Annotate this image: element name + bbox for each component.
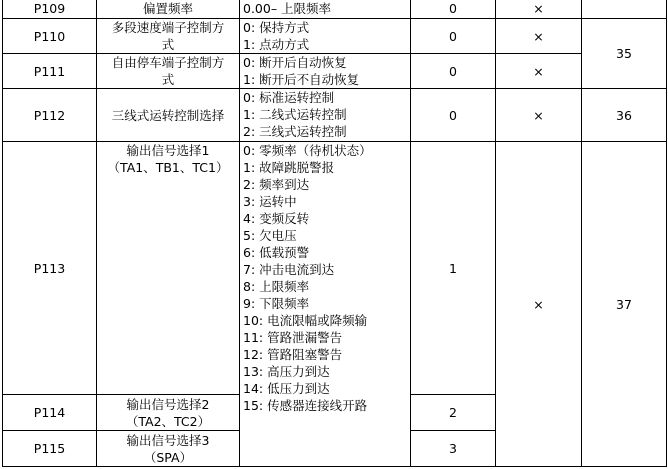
param-name: 输出信号选择2 （TA2、TC2） bbox=[97, 395, 240, 431]
option-9: 9: 下限频率 bbox=[243, 296, 310, 311]
param-name: 自由停车端子控制方 式 bbox=[97, 54, 240, 89]
option-12: 12: 管路阻塞警告 bbox=[243, 347, 343, 362]
option-2: 2: 频率到达 bbox=[243, 177, 310, 192]
param-default: 1 bbox=[411, 142, 496, 395]
param-page: 37 bbox=[582, 142, 667, 467]
option-1: 1: 故障跳脱警报 bbox=[243, 160, 335, 175]
param-code: P114 bbox=[3, 395, 97, 431]
param-modify-flag: × bbox=[496, 19, 582, 54]
param-options: 0: 保持方式 1: 点动方式 bbox=[240, 19, 411, 54]
param-options: 0: 标准运转控制 1: 二线式运转控制 2: 三线式运转控制 bbox=[240, 89, 411, 142]
option-4: 4: 变频反转 bbox=[243, 211, 310, 226]
param-code: P109 bbox=[3, 0, 97, 19]
parameter-table bbox=[2, 0, 667, 467]
table-row bbox=[3, 89, 667, 142]
param-modify-flag: × bbox=[496, 89, 582, 142]
option-11: 11: 管路泄漏警告 bbox=[243, 330, 343, 345]
param-default: 0 bbox=[411, 89, 496, 142]
param-code: P112 bbox=[3, 89, 97, 142]
table-row bbox=[3, 142, 667, 395]
param-range: 0.00– 上限频率 bbox=[240, 0, 411, 19]
option-14: 14: 低压力到达 bbox=[243, 381, 330, 396]
param-name: 输出信号选择3 （SPA） bbox=[97, 431, 240, 467]
param-modify-flag: × bbox=[496, 54, 582, 89]
param-code: P111 bbox=[3, 54, 97, 89]
param-page: 36 bbox=[582, 89, 667, 142]
output-signal-options bbox=[240, 142, 411, 467]
param-code: P115 bbox=[3, 431, 97, 467]
option-10: 10: 电流限幅或降频输 bbox=[243, 313, 368, 328]
table-row bbox=[3, 54, 667, 89]
param-modify-flag: × bbox=[496, 142, 582, 467]
option-6: 6: 低载预警 bbox=[243, 245, 310, 260]
option-3: 3: 运转中 bbox=[243, 194, 297, 209]
param-default: 0 bbox=[411, 0, 496, 19]
param-name: 输出信号选择1 （TA1、TB1、TC1） bbox=[97, 142, 240, 395]
param-name: 三线式运转控制选择 bbox=[97, 89, 240, 142]
option-7: 7: 冲击电流到达 bbox=[243, 262, 335, 277]
option-15: 15: 传感器连接线开路 bbox=[243, 398, 368, 413]
param-default: 0 bbox=[411, 54, 496, 89]
param-page bbox=[582, 0, 667, 19]
param-page: 35 bbox=[582, 19, 667, 89]
option-13: 13: 高压力到达 bbox=[243, 364, 330, 379]
param-code: P110 bbox=[3, 19, 97, 54]
param-name: 偏置频率 bbox=[97, 0, 240, 19]
param-code: P113 bbox=[3, 142, 97, 395]
option-8: 8: 上限频率 bbox=[243, 279, 310, 294]
option-5: 5: 欠电压 bbox=[243, 228, 297, 243]
param-default: 2 bbox=[411, 395, 496, 431]
table-row bbox=[3, 0, 667, 19]
param-options: 0: 断开后自动恢复 1: 断开后不自动恢复 bbox=[240, 54, 411, 89]
table-row bbox=[3, 19, 667, 54]
param-default: 0 bbox=[411, 19, 496, 54]
option-0: 0: 零频率（待机状态） bbox=[243, 143, 372, 158]
param-default: 3 bbox=[411, 431, 496, 467]
param-name: 多段速度端子控制方 式 bbox=[97, 19, 240, 54]
param-modify-flag: × bbox=[496, 0, 582, 19]
